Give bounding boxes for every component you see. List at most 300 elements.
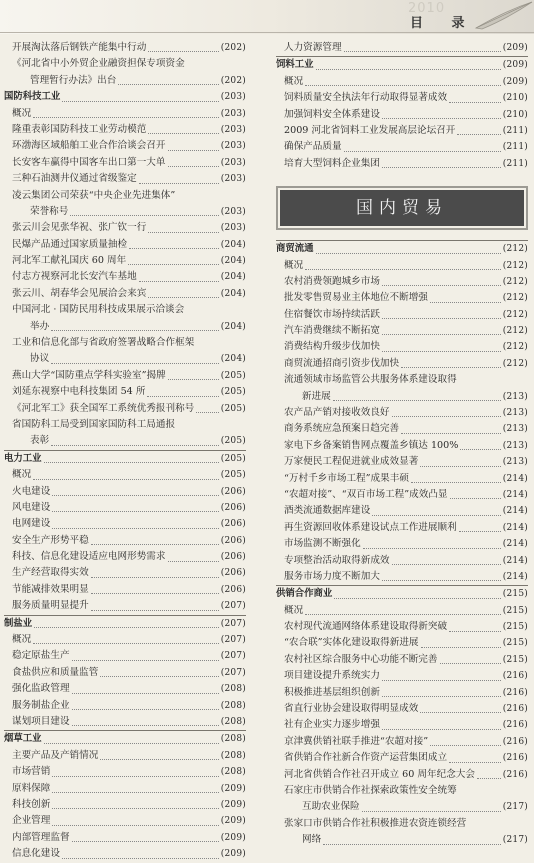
- toc-page-number: (203): [220, 223, 246, 234]
- toc-entry[interactable]: [4, 632, 246, 648]
- toc-entry[interactable]: [4, 417, 246, 433]
- dot-leader: [440, 663, 501, 664]
- toc-entry[interactable]: [276, 356, 528, 372]
- toc-entry[interactable]: [276, 536, 528, 552]
- section-banner: [276, 186, 528, 230]
- dot-leader: [100, 676, 218, 677]
- toc-entry[interactable]: [4, 269, 246, 285]
- toc-entry-title: 省供销合作社新合作资产运营集团成立: [284, 752, 448, 764]
- toc-entry-title: 概况: [12, 107, 32, 119]
- toc-entry-title: 商务系统应急预案日趋完善: [284, 423, 400, 435]
- toc-entry[interactable]: [4, 188, 246, 204]
- toc-entry-title: 项目建设提升系统实力: [284, 670, 380, 682]
- toc-entry-title: 刘延东视察中电科技集团 54 所: [12, 386, 146, 398]
- dot-leader: [44, 743, 219, 744]
- toc-entry[interactable]: [276, 139, 528, 155]
- page-title: 目 录: [410, 16, 477, 31]
- dot-leader: [411, 482, 501, 483]
- toc-page-number: (209): [502, 76, 528, 87]
- toc-entry[interactable]: [4, 138, 246, 154]
- toc-page-number: (217): [502, 802, 528, 813]
- toc-page-number: (215): [502, 605, 528, 616]
- toc-page-number: (210): [502, 109, 528, 120]
- dot-leader: [420, 712, 500, 713]
- toc-entry[interactable]: [276, 619, 528, 635]
- toc-entry-title: 住宿餐饮市场持续活跃: [284, 308, 380, 320]
- toc-entry-title: 农村消费领跑城乡市场: [284, 275, 380, 287]
- toc-page-number: (214): [502, 473, 528, 484]
- toc-entry[interactable]: [4, 714, 246, 730]
- toc-entry-title: 2009 河北省饲料工业发展高层论坛召开: [284, 124, 456, 136]
- dot-leader: [449, 762, 501, 763]
- toc-entry-title-continued: 互助农业保险: [302, 801, 360, 813]
- dot-leader: [148, 297, 218, 298]
- toc-entry-title: 开展淘汰落后钢铁产能集中行动: [12, 41, 147, 53]
- dot-leader: [51, 445, 219, 446]
- toc-page-number: (207): [220, 635, 246, 646]
- toc-list-right-top: [276, 40, 528, 172]
- toc-entry-continuation[interactable]: [4, 204, 246, 220]
- toc-page-number: (214): [502, 522, 528, 533]
- toc-entry-title: 京津冀供销社联手推进“农超对接”: [284, 735, 429, 747]
- toc-page-number: (212): [502, 293, 528, 304]
- toc-entry[interactable]: [4, 797, 246, 813]
- toc-entry-title: 人力资源管理: [284, 41, 342, 53]
- toc-section-heading[interactable]: [4, 89, 246, 105]
- dot-leader: [333, 400, 501, 401]
- toc-entry-title: 《河北军工》获全国军工系统优秀报刊称号: [12, 402, 195, 414]
- toc-entry[interactable]: [276, 323, 528, 339]
- toc-page-number: (215): [502, 589, 528, 600]
- toc-entry-title: 强化监政管理: [12, 683, 70, 695]
- toc-section-heading[interactable]: [4, 730, 246, 747]
- toc-entry[interactable]: [276, 405, 528, 421]
- toc-entry[interactable]: [276, 123, 528, 139]
- toc-entry-title: 付志方视察河北长安汽车基地: [12, 271, 137, 283]
- dot-leader: [392, 564, 501, 565]
- toc-page-number: (206): [220, 502, 246, 513]
- toc-page-number: (203): [220, 141, 246, 152]
- toc-entry-title: 烟草工业: [4, 733, 42, 745]
- dot-leader: [382, 334, 501, 335]
- toc-entry-title: 概况: [284, 75, 304, 87]
- dot-leader: [344, 151, 501, 152]
- toc-section-heading[interactable]: [4, 450, 246, 467]
- toc-entry[interactable]: [4, 40, 246, 56]
- toc-column-right: [276, 40, 528, 849]
- toc-entry-title: 再生资源回收体系建设试点工作进展顺利: [284, 521, 457, 533]
- toc-entry[interactable]: [276, 74, 528, 90]
- toc-entry[interactable]: [276, 107, 528, 123]
- toc-entry-title: 饲料质量安全执法年行动取得显著成效: [284, 92, 448, 104]
- toc-entry[interactable]: [276, 438, 528, 454]
- toc-entry-title: 商贸流通: [276, 243, 314, 255]
- toc-page-number: (209): [502, 60, 528, 71]
- toc-entry[interactable]: [4, 56, 246, 72]
- toc-entry-title: 风电建设: [12, 501, 51, 513]
- toc-entry-title: 消费结构升级步伐加快: [284, 341, 380, 353]
- quill-pen-icon: [470, 0, 534, 32]
- toc-section-heading[interactable]: [276, 585, 528, 602]
- toc-entry[interactable]: [276, 520, 528, 536]
- toc-page-number: (209): [220, 849, 246, 860]
- toc-entry[interactable]: [4, 220, 246, 236]
- toc-entry[interactable]: [4, 516, 246, 532]
- toc-entry[interactable]: [276, 750, 528, 766]
- dot-leader: [372, 515, 500, 516]
- toc-entry[interactable]: [276, 471, 528, 487]
- toc-entry[interactable]: [276, 454, 528, 470]
- toc-page-number: (211): [502, 158, 528, 169]
- toc-entry-title: 主要产品及产销情况: [12, 749, 99, 761]
- toc-page-number: (207): [220, 651, 246, 662]
- dot-leader: [382, 167, 501, 168]
- toc-entry-title: 概况: [12, 469, 32, 481]
- toc-entry-title: 火电建设: [12, 485, 51, 497]
- dot-leader: [449, 102, 501, 103]
- dot-leader: [382, 580, 501, 581]
- toc-entry-title: 服务市场力度不断加大: [284, 570, 380, 582]
- toc-page-number: (208): [220, 700, 246, 711]
- toc-page-number: (206): [220, 552, 246, 563]
- dot-leader: [168, 379, 219, 380]
- dot-leader: [477, 778, 501, 779]
- dot-leader: [34, 627, 219, 628]
- dot-leader: [62, 858, 219, 859]
- dot-leader: [33, 643, 219, 644]
- toc-entry[interactable]: [276, 734, 528, 750]
- dot-leader: [52, 776, 218, 777]
- dot-leader: [51, 363, 219, 364]
- toc-entry[interactable]: [276, 339, 528, 355]
- toc-page-number: (209): [220, 799, 246, 810]
- toc-entry[interactable]: [276, 503, 528, 519]
- toc-list-right-bottom: [276, 240, 528, 848]
- toc-page-number: (206): [220, 535, 246, 546]
- toc-entry[interactable]: [4, 582, 246, 598]
- dot-leader: [323, 844, 501, 845]
- toc-page-number: (205): [220, 370, 246, 381]
- toc-entry[interactable]: [4, 830, 246, 846]
- toc-page-number: (216): [502, 753, 528, 764]
- toc-entry[interactable]: [276, 652, 528, 668]
- toc-page-number: (203): [220, 124, 246, 135]
- toc-entry[interactable]: [4, 171, 246, 187]
- toc-entry-title: 原料保障: [12, 782, 51, 794]
- dot-leader: [72, 725, 219, 726]
- toc-entry[interactable]: [4, 549, 246, 565]
- toc-page-number: (206): [220, 568, 246, 579]
- toc-page-number: (210): [502, 93, 528, 104]
- toc-entry-continuation[interactable]: [276, 799, 528, 815]
- toc-entry-title: 民爆产品通过国家质量抽检: [12, 238, 128, 250]
- toc-entry[interactable]: [276, 701, 528, 717]
- toc-entry-title-continued: 管理暂行办法》出台: [30, 74, 117, 86]
- toc-entry-continuation[interactable]: [4, 351, 246, 367]
- toc-page-number: (214): [502, 506, 528, 517]
- toc-entry-title: 内部管理监督: [12, 831, 70, 843]
- dot-leader: [91, 593, 219, 594]
- toc-entry[interactable]: [4, 813, 246, 829]
- toc-page-number: (216): [502, 736, 528, 747]
- toc-entry-title-continued: 协议: [30, 353, 50, 365]
- toc-page-number: (209): [220, 816, 246, 827]
- toc-entry-title: 概况: [12, 634, 32, 646]
- dot-leader: [382, 118, 501, 119]
- toc-page-number: (204): [220, 256, 246, 267]
- toc-entry-title: 稳定原盐生产: [12, 650, 70, 662]
- toc-entry[interactable]: [4, 106, 246, 122]
- toc-entry[interactable]: [4, 665, 246, 681]
- toc-page-number: (205): [220, 453, 246, 464]
- dot-leader: [344, 51, 501, 52]
- toc-entry-title: 农村社区综合服务中心功能不断完善: [284, 653, 438, 665]
- toc-entry-title: 科技创新: [12, 798, 51, 810]
- toc-page-number: (216): [502, 720, 528, 731]
- toc-entry-title: 凌云集团公司荣获“中央企业先进集体”: [12, 189, 176, 201]
- toc-page-number: (212): [502, 309, 528, 320]
- dot-leader: [52, 511, 218, 512]
- toc-entry-title: 长安客车赢得中国客车出口第一大单: [12, 156, 166, 168]
- toc-entry-title: 酒类流通数据库建设: [284, 505, 371, 517]
- toc-entry[interactable]: [4, 401, 246, 417]
- dot-leader: [52, 792, 218, 793]
- dot-leader: [91, 610, 219, 611]
- toc-entry[interactable]: [4, 781, 246, 797]
- dot-leader: [316, 253, 501, 254]
- toc-page-number: (212): [502, 342, 528, 353]
- toc-entry-title: 科技、信息化建设适应电网形势需求: [12, 551, 166, 563]
- toc-entry[interactable]: [276, 90, 528, 106]
- toc-entry[interactable]: [4, 500, 246, 516]
- section-banner-title: 国内贸易: [280, 190, 524, 226]
- dot-leader: [139, 281, 219, 282]
- toc-entry-title: 安全生产形势平稳: [12, 534, 89, 546]
- toc-entry[interactable]: [276, 156, 528, 172]
- toc-entry-title: 加强饲料安全体系建设: [284, 108, 380, 120]
- toc-page-number: (208): [220, 750, 246, 761]
- dot-leader: [91, 577, 219, 578]
- toc-page-number: (212): [502, 244, 528, 255]
- toc-entry[interactable]: [276, 603, 528, 619]
- toc-entry[interactable]: [4, 698, 246, 714]
- dot-leader: [52, 528, 218, 529]
- dot-leader: [430, 302, 501, 303]
- toc-entry-title: “万村千乡市场工程”成果丰硕: [284, 472, 409, 484]
- dot-leader: [33, 117, 219, 118]
- toc-page-number: (206): [220, 486, 246, 497]
- toc-page-number: (204): [220, 288, 246, 299]
- toc-page-number: (206): [220, 519, 246, 530]
- toc-entry-title: 供销合作商业: [276, 588, 333, 600]
- dot-leader: [148, 133, 218, 134]
- dot-leader: [382, 680, 501, 681]
- toc-entry[interactable]: [4, 533, 246, 549]
- toc-page-number: (213): [502, 408, 528, 419]
- toc-page-number: (203): [220, 92, 246, 103]
- toc-entry-title: 汽车消费继续不断拓宽: [284, 325, 380, 337]
- toc-section-heading[interactable]: [276, 56, 528, 73]
- toc-entry[interactable]: [276, 421, 528, 437]
- toc-column-left: [4, 40, 246, 863]
- toc-entry[interactable]: [4, 335, 246, 351]
- dot-leader: [44, 462, 219, 463]
- dot-leader: [363, 548, 501, 549]
- toc-entry-title: 批发零售贸易业主体地位不断增强: [284, 292, 428, 304]
- toc-entry[interactable]: [276, 40, 528, 56]
- toc-page-number: (215): [502, 638, 528, 649]
- toc-page-number: (215): [502, 622, 528, 633]
- toc-page-number: (204): [220, 354, 246, 365]
- toc-page-number: (214): [502, 539, 528, 550]
- toc-entry[interactable]: [4, 764, 246, 780]
- dot-leader: [421, 647, 501, 648]
- toc-entry-title: 《河北省中小外贸企业融资担保专项资金: [12, 58, 185, 70]
- toc-entry[interactable]: [4, 648, 246, 664]
- toc-entry[interactable]: [4, 484, 246, 500]
- toc-entry-continuation[interactable]: [4, 319, 246, 335]
- toc-page-number: (209): [220, 832, 246, 843]
- toc-entry-title: 信息化建设: [12, 848, 60, 860]
- toc-entry[interactable]: [276, 274, 528, 290]
- toc-entry-title: 服务制盐企业: [12, 699, 70, 711]
- toc-page-number: (203): [220, 174, 246, 185]
- toc-entry[interactable]: [4, 748, 246, 764]
- toc-page-number: (216): [502, 671, 528, 682]
- toc-page-number: (208): [220, 684, 246, 695]
- dot-leader: [392, 416, 501, 417]
- toc-page-number: (204): [220, 272, 246, 283]
- toc-entry[interactable]: [276, 553, 528, 569]
- toc-entry[interactable]: [276, 307, 528, 323]
- toc-entry-title: 服务质量明显提升: [12, 600, 89, 612]
- toc-entry-title: 张家口市供销合作社积极推进农资连锁经营: [284, 817, 467, 829]
- toc-entry[interactable]: [4, 155, 246, 171]
- dot-leader: [72, 693, 219, 694]
- dot-leader: [382, 318, 501, 319]
- toc-entry[interactable]: [4, 681, 246, 697]
- toc-page-number: (214): [502, 489, 528, 500]
- toc-page-number: (213): [502, 391, 528, 402]
- toc-entry-continuation[interactable]: [276, 389, 528, 405]
- toc-entry-title: 市场监测不断强化: [284, 538, 361, 550]
- toc-page-number: (211): [502, 142, 528, 153]
- toc-entry[interactable]: [276, 783, 528, 799]
- toc-entry-title: 三种石油测井仪通过省级鉴定: [12, 173, 137, 185]
- toc-entry-title-continued: 网络: [302, 834, 322, 846]
- toc-entry[interactable]: [276, 487, 528, 503]
- toc-entry[interactable]: [4, 286, 246, 302]
- toc-page-number: (216): [502, 687, 528, 698]
- toc-entry-title: 石家庄市供销合作社探索政策性安全统筹: [284, 785, 457, 796]
- toc-entry[interactable]: [276, 636, 528, 652]
- toc-entry[interactable]: [4, 122, 246, 138]
- toc-entry-title: 环渤海区域船舶工业合作洽谈会召开: [12, 140, 166, 152]
- toc-entry[interactable]: [276, 569, 528, 585]
- toc-entry[interactable]: [4, 237, 246, 253]
- toc-entry-title: 谋划项目建设: [12, 716, 70, 727]
- toc-entry-title: 概况: [284, 604, 304, 616]
- toc-page-number: (217): [502, 835, 528, 846]
- dot-leader: [460, 449, 500, 450]
- toc-entry[interactable]: [276, 816, 528, 832]
- toc-section-heading[interactable]: [4, 615, 246, 632]
- toc-entry[interactable]: [4, 302, 246, 318]
- dot-leader: [382, 696, 501, 697]
- toc-page-number: (214): [502, 571, 528, 582]
- dot-leader: [52, 825, 218, 826]
- dot-leader: [401, 433, 501, 434]
- toc-entry[interactable]: [276, 258, 528, 274]
- toc-entry-title: 生产经营取得实效: [12, 567, 89, 579]
- toc-entry[interactable]: [4, 253, 246, 269]
- toc-section-heading[interactable]: [276, 240, 528, 257]
- toc-page-number: (215): [502, 654, 528, 665]
- toc-entry[interactable]: [276, 372, 528, 388]
- toc-entry-title: 培育大型饲料企业集团: [284, 157, 380, 169]
- dot-leader: [382, 729, 501, 730]
- dot-leader: [139, 183, 219, 184]
- toc-entry[interactable]: [276, 717, 528, 733]
- toc-entry-continuation[interactable]: [276, 832, 528, 848]
- dot-leader: [420, 466, 500, 467]
- toc-entry[interactable]: [276, 685, 528, 701]
- toc-entry-title: 省国防科工局受到国家国防科工局通报: [12, 418, 176, 430]
- toc-entry-title: 万家便民工程促进就业成效显著: [284, 456, 419, 468]
- dot-leader: [305, 269, 501, 270]
- toc-entry[interactable]: [4, 846, 246, 862]
- dot-leader: [148, 51, 218, 52]
- toc-entry[interactable]: [4, 384, 246, 400]
- dot-leader: [148, 232, 218, 233]
- toc-entry[interactable]: [276, 290, 528, 306]
- toc-entry-title: 农产品产销对接收效良好: [284, 407, 390, 419]
- toc-entry-title: 张云川、胡春华会见展洽会来宾: [12, 287, 147, 299]
- toc-page-number: (212): [502, 260, 528, 271]
- toc-entry-title: 节能减排效果明显: [12, 583, 89, 595]
- toc-entry-title: 商贸流通招商引资步伐加快: [284, 357, 400, 369]
- toc-page-number: (209): [220, 783, 246, 794]
- toc-entry[interactable]: [276, 668, 528, 684]
- toc-page-number: (212): [502, 358, 528, 369]
- dot-leader: [52, 808, 218, 809]
- toc-entry-continuation[interactable]: [4, 73, 246, 89]
- toc-entry-continuation[interactable]: [4, 433, 246, 449]
- toc-entry-title: 专项整治活动取得新成效: [284, 554, 390, 566]
- toc-page-number: (207): [220, 667, 246, 678]
- toc-entry[interactable]: [4, 598, 246, 614]
- dot-leader: [51, 330, 219, 331]
- header-rule: [0, 32, 534, 33]
- toc-page-number: (211): [502, 125, 528, 136]
- dot-leader: [100, 759, 218, 760]
- dot-leader: [449, 631, 501, 632]
- dot-leader: [70, 215, 218, 216]
- dot-leader: [362, 811, 501, 812]
- toc-page-number: (202): [220, 75, 246, 86]
- toc-entry-title: 食盐供应和质量监管: [12, 666, 99, 678]
- dot-leader: [168, 166, 219, 167]
- toc-entry[interactable]: [4, 467, 246, 483]
- toc-entry[interactable]: [4, 566, 246, 582]
- toc-entry[interactable]: [4, 368, 246, 384]
- toc-entry[interactable]: [276, 767, 528, 783]
- toc-page-number: (203): [220, 108, 246, 119]
- toc-entry-title: 燕山大学“国防重点学科实验室”揭牌: [12, 369, 166, 381]
- toc-page-number: (203): [220, 206, 246, 217]
- dot-leader: [305, 614, 501, 615]
- toc-entry-title: 张云川会见张华祝、张广钦一行: [12, 222, 147, 234]
